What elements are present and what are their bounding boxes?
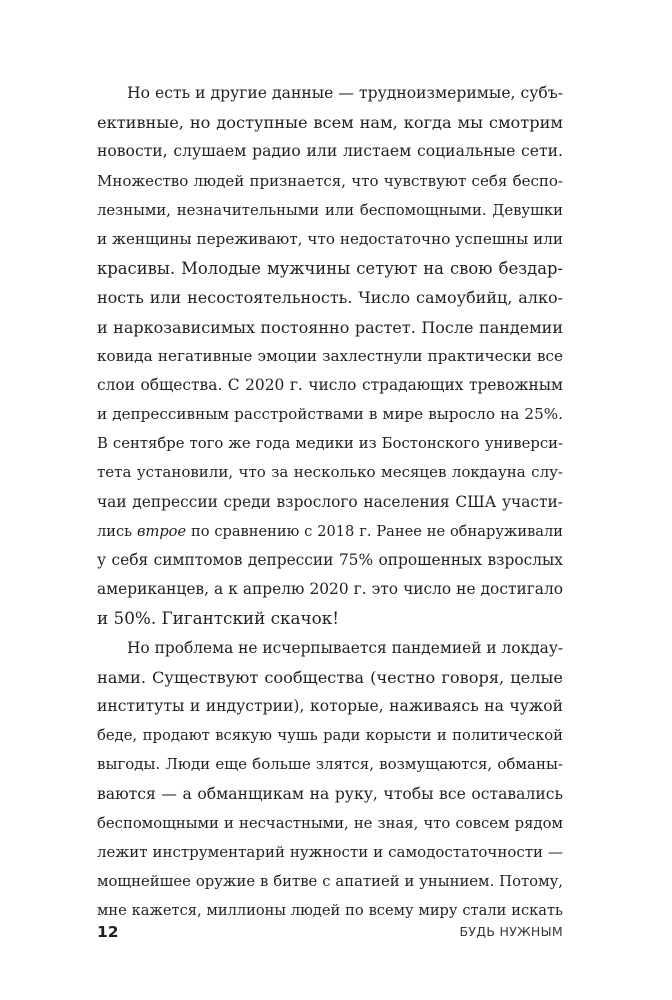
text-segment: беспомощными и несчастными, не зная, что совсем рядом — [97, 814, 563, 832]
text-line — [97, 750, 563, 779]
text-segment: В сентябре того же года медики из Бостонского универси- — [97, 435, 563, 453]
text-line — [97, 546, 563, 575]
text-segment: и женщины переживают, что недостаточно успешны или — [97, 229, 563, 248]
text-segment: тета установили, что за несколько месяцев локдауна слу- — [97, 463, 563, 482]
text-segment: ность или несостоятельность. Число самоубийц, алко- — [97, 288, 563, 308]
text-segment: мощнейшее оружие в битве с апатией и унынием. Потому, — [97, 873, 563, 891]
text-segment: чаи депрессии среди взрослого населения США участи- — [97, 492, 563, 511]
text-segment: Но проблема не исчерпывается пандемией и локдау- — [127, 638, 564, 657]
text-line — [97, 488, 563, 517]
running-title: БУДЬ НУЖНЫМ — [459, 924, 563, 939]
text-segment: лежит инструментарий нужности и самодостаточности — — [97, 842, 563, 861]
text-segment: ективные, но доступные всем нам, когда мы смотрим — [97, 113, 563, 133]
text-line — [97, 283, 563, 312]
text-segment: по сравнению с 2018 г. Ранее не обнаруживали — [186, 522, 563, 540]
text-line — [97, 604, 563, 633]
text-line — [97, 721, 563, 750]
page-footer — [97, 920, 563, 944]
text-segment: лись — [97, 522, 137, 540]
text-line — [97, 79, 563, 108]
paragraph — [97, 79, 563, 634]
text-line — [97, 867, 563, 896]
text-segment: мне кажется, миллионы людей по всему миру стали искать — [97, 902, 563, 920]
text-line — [97, 663, 563, 692]
text-line — [97, 137, 563, 166]
text-segment: ковида негативные эмоции захлестнули практически все — [97, 346, 563, 365]
text-line — [97, 225, 563, 254]
text-line — [97, 780, 563, 809]
text-segment: красивы. Молодые мужчины сетуют на свою бездар- — [97, 259, 563, 279]
text-line — [97, 458, 563, 487]
text-segment: лезными, незначительными или беспомощными. Девушки — [97, 201, 563, 219]
text-segment: и наркозависимых постоянно растет. После пандемии — [97, 317, 563, 337]
text-line — [97, 692, 563, 721]
text-line — [97, 429, 563, 458]
text-line — [97, 371, 563, 400]
text-line — [97, 108, 563, 137]
text-line — [97, 838, 563, 867]
text-segment: беде, продают всякую чушь ради корысти и политической — [97, 727, 563, 745]
body-text — [97, 79, 563, 925]
text-line — [97, 254, 563, 283]
text-segment: новости, слушаем радио или листаем социальные сети. — [97, 142, 563, 161]
text-segment: институты и индустрии), которые, наживаясь на чужой — [97, 696, 563, 715]
text-line — [97, 809, 563, 838]
text-segment: слои общества. С 2020 г. число страдающих тревожным — [97, 375, 563, 394]
text-line — [97, 196, 563, 225]
text-segment: и депрессивным расстройствами в мире выросло на 25%. — [97, 405, 563, 424]
text-line — [97, 313, 563, 342]
text-line — [97, 517, 563, 546]
text-line — [97, 634, 563, 663]
text-segment: у себя симптомов депрессии 75% опрошенных взрослых — [97, 551, 563, 569]
page-number: 12 — [97, 923, 119, 941]
text-segment: нами. Существуют сообщества (честно говоря, целые — [97, 667, 563, 687]
text-segment: выгоды. Люди еще больше злятся, возмущаются, обманы- — [97, 755, 563, 774]
text-segment: и 50%. Гигантский скачок! — [97, 608, 339, 629]
text-segment: американцев, а к апрелю 2020 г. это число не достигало — [97, 580, 563, 599]
text-segment: Но есть и другие данные — трудноизмеримые, субъ- — [127, 84, 563, 102]
text-segment: ваются — а обманщикам на руку, чтобы все оставались — [97, 784, 563, 803]
text-line — [97, 575, 563, 604]
emphasis-text: втрое — [136, 522, 187, 540]
text-line — [97, 167, 563, 196]
text-segment: Множество людей признается, что чувствуют себя беспо- — [97, 171, 563, 190]
text-line — [97, 400, 563, 429]
text-line — [97, 342, 563, 371]
paragraph — [97, 634, 563, 926]
